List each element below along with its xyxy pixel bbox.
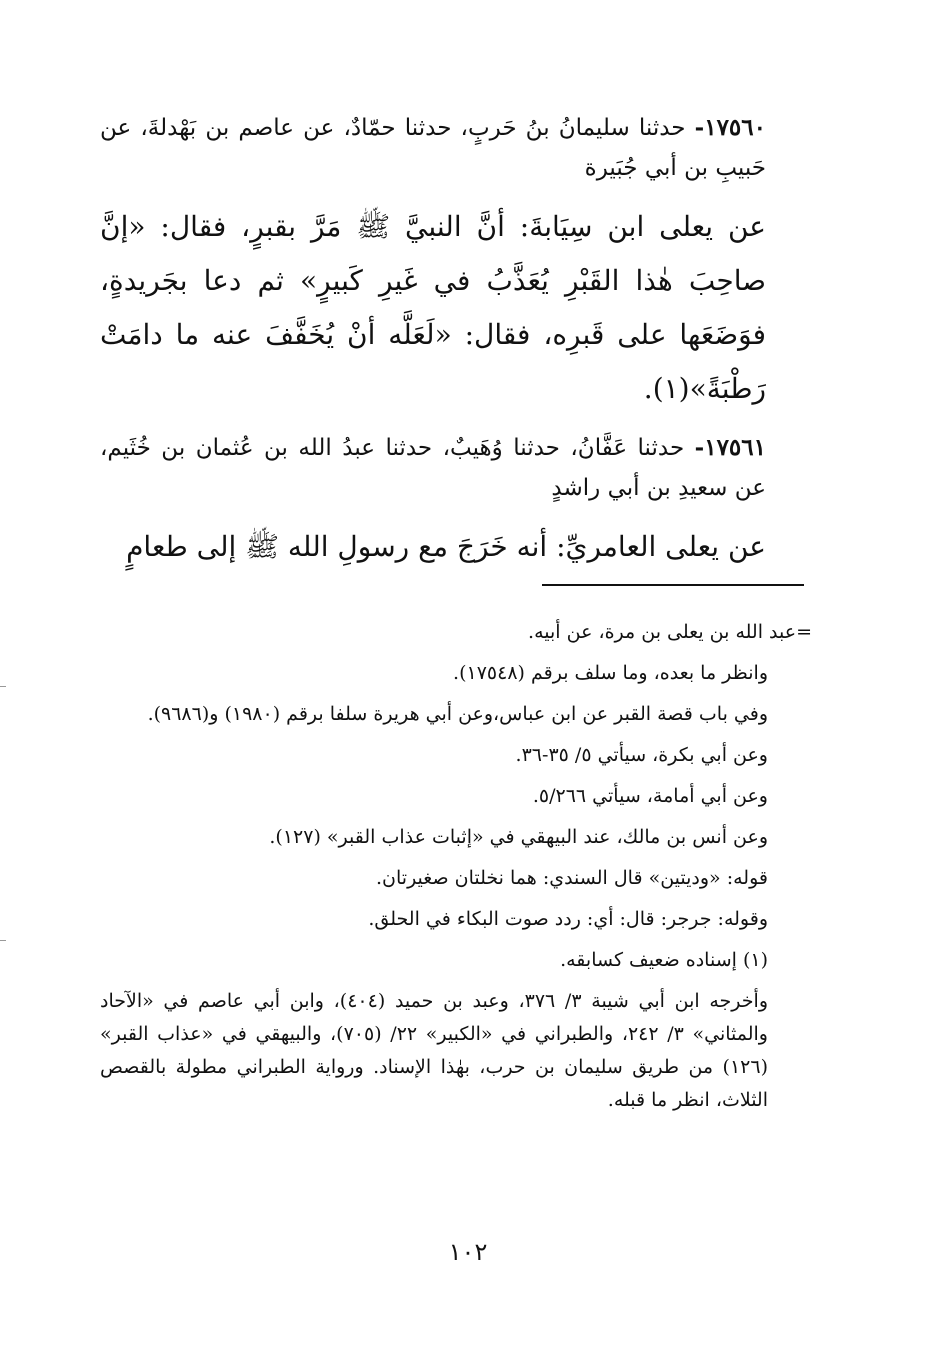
hadith-17561-isnad xyxy=(100,428,806,508)
hadith-number: ١٧٥٦١- xyxy=(694,434,766,461)
footnote-line: وعن أنس بن مالك، عند البيهقي في «إثبات عذاب القبر» (١٢٧). xyxy=(269,826,768,848)
margin-mark xyxy=(0,686,6,687)
footnote-line: قوله: «وديتين» قال السندي: هما نخلتان صغيرتان. xyxy=(376,867,768,889)
footnote-line: وانظر ما بعده، وما سلف برقم (١٧٥٤٨). xyxy=(453,662,768,684)
hadith-17560-matn: عن يعلى ابن سِيَابةَ: أنَّ النبيَّ ﷺ مَرَّ بقبرٍ، فقال: «إنَّ صاحِبَ هٰذا القَبْرِ يُعَذَّبُ في غَيرِ كَبيرٍ» ثم دعا بجَريدةٍ، فوَضَعَها على قَبرِه، فقال: «لَعَلَّه أنْ يُخَفَّفَ عنه ما دامَتْ رَطْبَةً»(١). xyxy=(100,210,766,405)
footnote-separator xyxy=(542,584,804,586)
footnote-line: وعن أبي بكرة، سيأتي ٥/ ٣٥-٣٦. xyxy=(515,744,768,766)
footnote-line: =عبد الله بن يعلى بن مرة، عن أبيه. xyxy=(528,621,812,643)
hadith-number: ١٧٥٦٠- xyxy=(694,114,766,141)
hadith-17560-isnad xyxy=(100,108,806,188)
footnote-line: وفي باب قصة القبر عن ابن عباس،وعن أبي هريرة سلفا برقم (١٩٨٠) و(٩٦٨٦). xyxy=(147,703,768,725)
footnote-line: وعن أبي أمامة، سيأتي ٥/٢٦٦. xyxy=(532,785,768,807)
main-text xyxy=(100,108,806,586)
margin-mark xyxy=(0,940,6,941)
isnad-text: حدثنا عَفَّانُ، حدثنا وُهَيبٌ، حدثنا عبدُ الله بن عُثمان بن خُثَيم، عن سعيدِ بن أبي راشدٍ xyxy=(100,435,766,501)
isnad-text: حدثنا سليمانُ بنُ حَربٍ، حدثنا حمّادٌ، عن عاصم بن بَهْدلةَ، عن حَبيبِ بن أبي جُبَيرة xyxy=(100,115,766,181)
footnotes xyxy=(100,616,812,1125)
hadith-17561-matn: عن يعلى العامريِّ: أنه خَرَجَ مع رسولِ الله ﷺ إلى طعامٍ xyxy=(126,530,766,563)
footnote-line: وقوله: جرجر: قال: أي: ردد صوت البكاء في الحلق. xyxy=(368,908,768,930)
page-number: ١٠٢ xyxy=(448,1238,488,1266)
footnote-line: وأخرجه ابن أبي شيبة ٣/ ٣٧٦، وعبد بن حميد (٤٠٤)، وابن أبي عاصم في «الآحاد والمثاني» ٣/ ٢٤٢، والطبراني في «الكبير» ٢٢/ (٧٠٥)، والبيهقي في «عذاب القبر» (١٢٦) من طريق سليمان بن حرب، بهٰذا الإسناد. ورواية الطبراني مطولة بالقصص الثلاث، انظر ما قبله. xyxy=(100,990,768,1111)
footnote-line: (١) إسناده ضعيف كسابقه. xyxy=(560,949,768,971)
